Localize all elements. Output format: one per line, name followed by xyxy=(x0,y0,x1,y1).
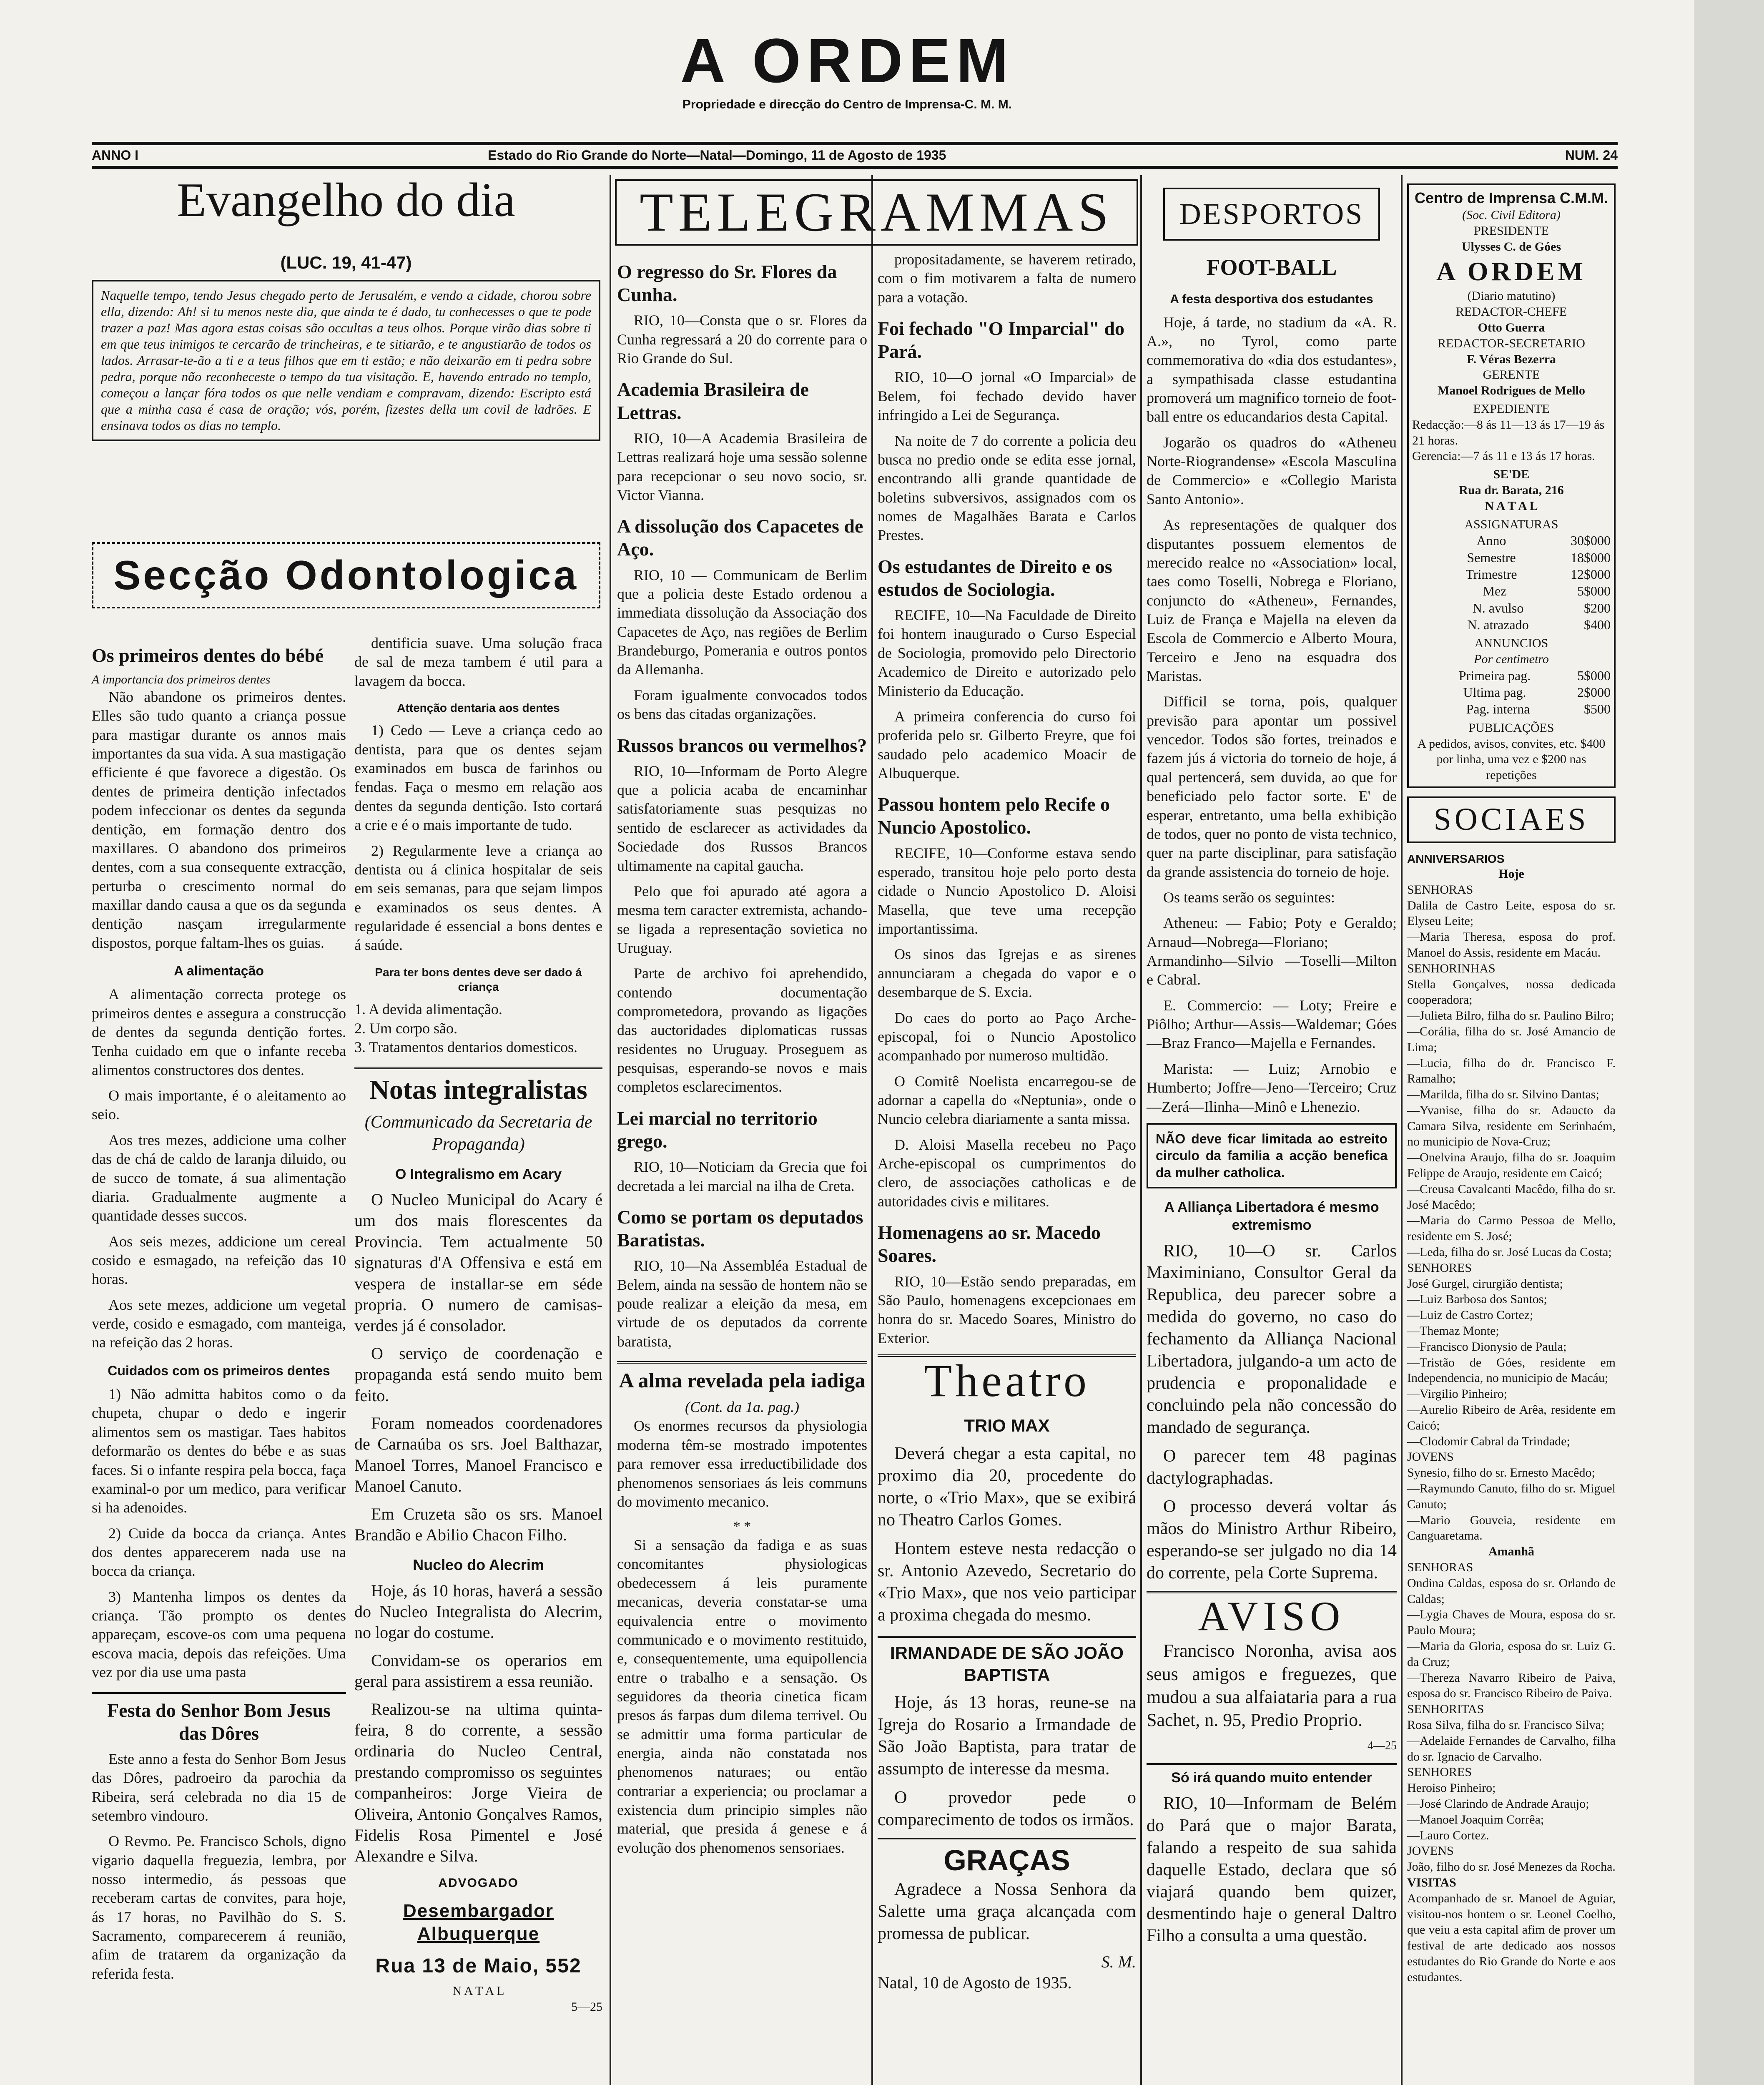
ordem-title: A ORDEM xyxy=(1436,256,1586,286)
price-label: Mez xyxy=(1483,583,1507,599)
alimentacao-paragraph: O mais importante, é o aleitamento ao seio. xyxy=(92,1087,346,1123)
social-item: —Manoel Joaquim Corrêa; xyxy=(1407,1812,1544,1826)
team-lineup: Atheneu: — Fabio; Poty e Geraldo; Arnaud—Nobrega—Floriano; Armandinho—Silvio —Toselli—Milton e Cabral. xyxy=(1147,914,1397,988)
sede-address: Rua dr. Barata, 216 xyxy=(1459,483,1564,497)
list-item: 1. A devida alimentação. xyxy=(354,1001,502,1018)
price-label: Ultima pag. xyxy=(1463,685,1526,700)
evangelho-text: Naquelle tempo, tendo Jesus chegado perto de Jerusalém, e vendo a cidade, chorou sobre ella, dizendo: Ah! si tu menos neste dia, que ainda te é dado, tu conhecesses o que te pode trazer a paz! Mas agora estas coisas são occultas a teus olhos. Porque virão dias sobre ti em que teus inimigos te cercarão de trincheiras, e te sitiarão, e te angustiarão de todos os lados. Arrasar-te-ão a ti e a teus filhos que em ti estão; e não deixarão em ti pedra sobre pedra, porque não reconheceste o tempo da tua visitação. E, havendo entrado no templo, começou a lançar fóra todos os que nelle vendiam e compravam, dizendo: Escripto está que a minha casa é casa de oração; vós, porém, fizestes della um covil de ladrões. E ensinava todos os dias no templo. xyxy=(92,280,600,441)
advogado-address: Rua 13 de Maio, 552 xyxy=(375,1955,582,1977)
social-item: José Gurgel, cirurgião dentista; xyxy=(1407,1276,1563,1291)
social-item: —Clodomir Cabral da Trindade; xyxy=(1407,1434,1570,1448)
festa-paragraph: O Revmo. Pe. Francisco Schols, digno vigario daquella freguezia, lembra, por nosso intermedio, ás pessoas que receberam cartas de convites, para hoje, ás 17 horas, no Pavilhão do S. S. Sacramento, comparecerem á reunião, afim de tratarem da organização da referida festa. xyxy=(92,1833,346,1982)
price-value: $400 xyxy=(1584,617,1611,632)
alianca-title: A Alliança Libertadora é mesmo extremismo xyxy=(1164,1199,1379,1233)
dateline-bar xyxy=(92,142,1618,169)
telegram-paragraph: RIO, 10—Noticiam da Grecia que foi decretada a lei marcial na ilha de Creta. xyxy=(617,1158,867,1194)
price-row xyxy=(1412,532,1611,549)
social-item: —Thereza Navarro Ribeiro de Paiva, esposa do sr. Francisco Ribeiro de Paiva. xyxy=(1407,1671,1616,1701)
social-item: —Tristão de Góes, residente em Independencia, no municipio de Macáu; xyxy=(1407,1355,1616,1385)
alianca-paragraph: O processo deverá voltar ás mãos do Ministro Arthur Ribeiro, esperando-se ser julgado no dia 14 do corrente, pela Corte Suprema. xyxy=(1147,1497,1397,1583)
assinaturas-label: ASSIGNATURAS xyxy=(1464,517,1558,531)
column-5 xyxy=(1147,179,1397,2085)
notas-paragraph: Convidam-se os operarios em geral para assistirem a essa reunião. xyxy=(354,1650,602,1691)
price-value: $200 xyxy=(1584,600,1611,615)
social-item: Stella Gonçalves, nossa dedicada cooperadora; xyxy=(1407,977,1616,1007)
theatro-paragraph: Deverá chegar a esta capital, no proximo dia 20, procedente do norte, o «Trio Max», que se exibirá no Theatro Carlos Gomes. xyxy=(878,1444,1136,1530)
column-rule xyxy=(1401,175,1403,2085)
notas-paragraph: Hoje, ás 10 horas, haverá a sessão do Nucleo Integralista do Alecrim, no logar do costume. xyxy=(354,1581,602,1642)
price-value: 5$000 xyxy=(1577,668,1611,683)
telegrammas-title: TELEGRAMMAS xyxy=(615,179,1138,246)
irmandade-paragraph: O provedor pede o comparecimento de todos os irmãos. xyxy=(878,1788,1136,1829)
desportos-paragraph: Jogarão os quadros do «Atheneu Norte-Riograndense» «Escola Masculina de Commercio» e «Collegio Marista Santo Antonio». xyxy=(1147,434,1397,507)
social-item: —Maria da Gloria, esposa do sr. Luiz G. da Cruz; xyxy=(1407,1639,1616,1669)
telegram-heading: Os estudantes de Direito e os estudos de Sociologia. xyxy=(878,555,1112,600)
annuncios-subtitle: Por centimetro xyxy=(1474,652,1549,666)
column-6 xyxy=(1407,179,1616,2085)
presidente-name: Ulysses C. de Góes xyxy=(1461,239,1561,254)
so-ira-title: Só irá quando muito entender xyxy=(1147,1763,1397,1787)
social-item: —Maria do Carmo Pessoa de Mello, residente em S. José; xyxy=(1407,1213,1616,1243)
theatro-subtitle: TRIO MAX xyxy=(964,1416,1050,1436)
social-group-label: JOVENS xyxy=(1407,1450,1454,1464)
alimentacao-paragraph: A alimentação correcta protege os primeiros dentes e assegura a construcção de dentes da segunda dentição fortes. Tenha cuidado em que o infante receba alimentos constructores dos dentes. xyxy=(92,986,346,1078)
amanha-label: Amanhã xyxy=(1488,1545,1535,1559)
newspaper-subtitle: Propriedade e direcção do Centro de Imprensa-C. M. M. xyxy=(682,98,1012,111)
price-value: $500 xyxy=(1584,701,1611,717)
price-value: 2$000 xyxy=(1577,685,1611,700)
alimentacao-paragraph: Aos seis mezes, addicione um cereal cosido e esmagado, na refeição das 10 horas. xyxy=(92,1233,346,1288)
social-group-label: JOVENS xyxy=(1407,1844,1454,1858)
telegram-heading: Foi fechado "O Imparcial" do Pará. xyxy=(878,318,1125,362)
alma-subtitle: (Cont. da 1a. pag.) xyxy=(685,1399,799,1416)
price-label: Semestre xyxy=(1467,550,1516,565)
social-list xyxy=(1407,1465,1616,1544)
social-item: Dalila de Castro Leite, esposa do sr. Elyseu Leite; xyxy=(1407,898,1616,928)
telegram-paragraph: RIO, 10—A Academia Brasileira de Lettras realizará hoje uma sessão solenne para recepcionar o seu novo socio, sr. Victor Vianna. xyxy=(617,430,867,503)
telegram-paragraph: RIO, 10—O jornal «O Imparcial» de Belem, foi fechado devido haver infringido a Lei de Segurança. xyxy=(878,369,1136,424)
festa-paragraph: Este anno a festa do Senhor Bom Jesus das Dôres, padroeiro da parochia da Ribeira, será celebrada no dia 15 de setembro vindouro. xyxy=(92,1750,346,1824)
social-list xyxy=(1407,1575,1616,1701)
price-label: N. avulso xyxy=(1472,600,1524,615)
price-row xyxy=(1412,549,1611,566)
notas-heading: O Integralismo em Acary xyxy=(395,1166,562,1183)
social-item: —Virgilio Pinheiro; xyxy=(1407,1387,1508,1401)
alianca-paragraph: O parecer tem 48 paginas dactylographadas. xyxy=(1147,1446,1397,1488)
expediente-label: EXPEDIENTE xyxy=(1473,402,1550,416)
so-ira-paragraph: RIO, 10—Informam de Belém do Pará que o major Barata, falando a respeito de sua sahida daquelle Estado, declara que só viajará quando bem quizer, desmentindo haje o general Daltro Filho a consulta a uma questão. xyxy=(1147,1794,1397,1946)
social-item: Heroiso Pinheiro; xyxy=(1407,1781,1496,1795)
social-list xyxy=(1407,1859,1616,1875)
social-item: —Leda, filha do sr. José Lucas da Costa; xyxy=(1407,1245,1612,1259)
price-row xyxy=(1412,701,1611,717)
date-place: Estado do Rio Grande do Norte—Natal—Domingo, 11 de Agosto de 1935 xyxy=(488,148,946,163)
list-item: 2. Um corpo são. xyxy=(354,1020,457,1037)
price-row xyxy=(1412,566,1611,583)
centro-subtitle: (Soc. Civil Editora) xyxy=(1462,208,1561,222)
assinaturas-table xyxy=(1412,532,1611,633)
social-item: —Yvanise, filha do sr. Adaucto da Camara Silva, residente em Serinhaém, no municipio de Nova-Cruz; xyxy=(1407,1103,1616,1149)
hoje-label: Hoje xyxy=(1498,867,1524,881)
column-4 xyxy=(878,250,1136,2085)
seccao-header xyxy=(92,538,600,621)
redactor-chefe-name: Otto Guerra xyxy=(1478,320,1545,334)
football-title: FOOT-BALL xyxy=(1206,254,1337,280)
team-lineup: E. Commercio: — Loty; Freire e Piôlho; Arthur—Assis—Waldemar; Góes—Braz Franco—Majella e Fernandes. xyxy=(1147,997,1397,1052)
sede-city: N A T A L xyxy=(1485,499,1538,513)
expediente-hours: Redacção:—8 ás 11—13 ás 17—19 ás 21 horas. xyxy=(1412,417,1605,447)
notas-paragraph: Foram nomeados coordenadores de Carnaúba os srs. Joel Balthazar, Manoel Torres, Manoel Francisco e Manoel Canuto. xyxy=(354,1414,602,1496)
notas-title: Notas integralistas xyxy=(354,1067,602,1106)
alma-paragraph: Si a sensação da fadiga e as suas concomitantes physiologicas obedecessem á leis puramente mecanicas, deveria constatar-se uma equivalencia entre o movimento communicado e o movimento restituido, e, consequentemente, uma equipollencia entre o trabalho e a sensação. Os seguidores da theoria cinetica ficam presos ás farpas dum dilema terrivel. Ou se admittir uma forma particular de energia, ainda não constatada nos phenomenos naturaes; ou então contrariar a experiencia; ou proclamar a existencia dum principio simples não material, que presida á genese e á evolução dos phenomenos sensoriaes. xyxy=(617,1537,867,1856)
telegram-heading: Como se portam os deputados Baratistas. xyxy=(617,1206,863,1251)
social-list xyxy=(1407,1276,1616,1449)
cuidados-title: Cuidados com os primeiros dentes xyxy=(108,1363,330,1378)
social-item: —Creusa Cavalcanti Macêdo, filha do sr. José Macêdo; xyxy=(1407,1182,1616,1212)
social-item: Synesio, filho do sr. Ernesto Macêdo; xyxy=(1407,1466,1595,1480)
presidente-label: PRESIDENTE xyxy=(1474,224,1549,238)
social-item: —Marilda, filha do sr. Silvino Dantas; xyxy=(1407,1088,1599,1102)
social-item: —Luiz de Castro Cortez; xyxy=(1407,1308,1533,1322)
price-label: N. atrazado xyxy=(1467,617,1529,632)
telegram-heading: Homenagens ao sr. Macedo Soares. xyxy=(878,1222,1101,1266)
social-item: —Lauro Cortez. xyxy=(1407,1828,1489,1842)
advogado-city: N A T A L xyxy=(452,1984,504,1998)
anniversarios-label: ANNIVERSARIOS xyxy=(1407,852,1505,865)
price-label: Primeira pag. xyxy=(1458,668,1531,683)
expediente-hours: Gerencia:—7 ás 11 e 13 ás 17 horas. xyxy=(1412,449,1595,463)
price-row xyxy=(1412,684,1611,701)
desportos-paragraph: Hoje, á tarde, no stadium da «A. R. A.», no Tyrol, como parte commemorativa do «dia dos estudantes», a sympathisada classe estudantina promoverá um magnifico torneio de foot-ball entre os educandarios desta Capital. xyxy=(1147,314,1397,425)
dentes-subtitle: A importancia dos primeiros dentes xyxy=(92,673,271,687)
publicacoes-text: A pedidos, avisos, convites, etc. $400 por linha, uma vez e $200 nas repetições xyxy=(1417,736,1606,782)
desportos-paragraph: Difficil se torna, pois, qualquer previsão para apontar um possivel vencedor. Todos são fortes, treinados e fazem jús á victoria do torneio de hoje, á qual pertencerá, sem duvida, ao que for beneficiado pelo factor sorte. E' de esperar, entretanto, uma bella exhibição de todos, quer no ponto de vista technico, quer na parte disciplinar, para satisfação da grande assistencia do torneio de hoje. xyxy=(1147,693,1397,880)
publicacoes-label: PUBLICAÇÕES xyxy=(1468,721,1554,735)
price-row xyxy=(1412,583,1611,599)
social-group-label: SENHORES xyxy=(1407,1765,1472,1779)
masthead xyxy=(0,25,1694,112)
social-item: João, filho do sr. José Menezes da Rocha. xyxy=(1407,1860,1616,1874)
column-2 xyxy=(354,634,602,2085)
irmandade-paragraph: Hoje, ás 13 horas, reune-se na Igreja do Rosario a Irmandade de São João Baptista, para tratar de assumpto de interesse da mesma. xyxy=(878,1693,1136,1779)
telegram-paragraph: Os sinos das Igrejas e as sirenes annunciaram a chegada do vapor e o desembarque de S. Excia. xyxy=(878,946,1136,1001)
visitas-label: VISITAS xyxy=(1407,1875,1456,1889)
telegram-heading: Russos brancos ou vermelhos? xyxy=(617,734,867,756)
price-value: 18$000 xyxy=(1571,550,1611,565)
redactor-secretario-name: F. Véras Bezerra xyxy=(1466,352,1556,366)
telegram-heading: Passou hontem pelo Recife o Nuncio Apostolico. xyxy=(878,794,1110,838)
social-item: —Lucia, filha do dr. Francisco F. Ramalho; xyxy=(1407,1056,1616,1086)
desportos-paragraph: Os teams serão os seguintes: xyxy=(1163,889,1335,906)
telegram-paragraph: RIO, 10 — Communicam de Berlim que a policia deste Estado ordenou a immediata dissolução da Associação dos Capacetes de Aço, nas regiões de Berlim Brandeburgo, Pomerania e outros pontos da Allemanha. xyxy=(617,566,867,678)
team-lineup: Marista: — Luiz; Arnobio e Humberto; Joffre—Jeno—Terceiro; Cruz—Zerá—Ilinha—Minô e Lhenezio. xyxy=(1147,1060,1397,1115)
price-label: Anno xyxy=(1476,533,1506,548)
gerente-name: Manoel Rodrigues de Mello xyxy=(1437,384,1586,398)
atencao-paragraph: 1) Cedo — Leve a criança cedo ao dentista, para que os dentes sejam examinados em busca de farinhos ou fendas. Faça o mesmo em relação aos dentes da segunda dentição. Isto cortará a crie e é o mais importante de tudo. xyxy=(354,722,602,834)
cuidados-paragraph: 3) Mantenha limpos os dentes da criança. Tão prompto os dentes appareçam, escove-os com uma pequena escova macia, depois das refeições. Uma vez por dia use uma pasta xyxy=(92,1588,346,1681)
annuncios-label: ANNUNCIOS xyxy=(1474,636,1548,651)
cuidados-paragraph: 2) Cuide da bocca da criança. Antes dos dentes apparecerem nada use na bocca da criança. xyxy=(92,1525,346,1580)
alimentacao-paragraph: Aos sete mezes, addicione um vegetal verde, cosido e esmagado, com manteiga, na refeição das 2 horas. xyxy=(92,1296,346,1351)
social-item: —Luiz Barbosa dos Santos; xyxy=(1407,1292,1547,1306)
telegram-heading: A dissolução dos Capacetes de Aço. xyxy=(617,515,863,560)
social-item: Ondina Caldas, esposa do sr. Orlando de Caldas; xyxy=(1407,1576,1616,1606)
social-list xyxy=(1407,977,1616,1260)
telegram-paragraph: RIO, 10—Estão sendo preparadas, em São Paulo, homenagens excepcionaes em honra do sr. Macedo Soares, Ministro do Exterior. xyxy=(878,1273,1136,1346)
social-item: —José Clarindo de Andrade Araujo; xyxy=(1407,1796,1589,1811)
notas-paragraph: O Nucleo Municipal do Acary é um dos mais florescentes da Provincia. Tem actualmente 50 signaturas d'A Offensiva e está em vespera de installar-se em séde propria. O numero de camisas-verdes já é consolador. xyxy=(354,1190,602,1335)
sede-label: SE'DE xyxy=(1493,467,1530,482)
social-item: —Francisco Dionysio de Paula; xyxy=(1407,1339,1567,1354)
alianca-paragraph: RIO, 10—O sr. Carlos Maximiniano, Consultor Geral da Republica, deu parecer sobre a medida do governo, no caso do fechamento da Alliança Nacional Libertadora, julgando-a um acto de prudencia e proponalidade e concluindo pela não concessão do mandado de segurança. xyxy=(1147,1241,1397,1437)
social-group-label: SENHORITAS xyxy=(1407,1702,1484,1716)
alma-paragraph: Os enormes recursos da physiologia moderna têm-se mostrado impotentes para remover essa irreductibilidade dos phenomenos sensoriaes ás leis communs do movimento mecanico. xyxy=(617,1417,867,1510)
social-list xyxy=(1407,898,1616,961)
social-item: —Lygia Chaves de Moura, esposa do sr. Paulo Moura; xyxy=(1407,1608,1616,1638)
social-item: —Maria Theresa, esposa do prof. Manoel do Assis, residente em Macáu. xyxy=(1407,930,1616,960)
column-rule xyxy=(1140,175,1142,2085)
telegram-paragraph: Do caes do porto ao Paço Arche-episcopal, foi o Nuncio Apostolico acompanhado por numeroso multidão. xyxy=(878,1009,1136,1064)
social-list xyxy=(1407,1780,1616,1843)
telegram-heading: Academia Brasileira de Lettras. xyxy=(617,379,809,423)
notas-paragraph: Realizou-se na ultima quinta-feira, 8 do corrente, a sessão ordinaria do Nucleo Central, prestando compromisso os seguintes companheiros: Jorge Vieira de Oliveira, Antonio Gonçalves Ramos, Fidelis Rosa Pimentel e José Alexandre e Silva. xyxy=(354,1699,602,1866)
telegram-paragraph: RIO, 10—Consta que o sr. Flores da Cunha regressará a 20 do corrente para o Rio Grande do Sul. xyxy=(617,312,867,367)
telegram-paragraph: RECIFE, 10—Na Faculdade de Direito foi hontem inaugurado o Curso Especial de Sociologia, promovido pelo Directorio Academico de Direito e autorizado pelo Ministerio da Educação. xyxy=(878,607,1136,699)
desportos-paragraph: As representações de qualquer dos disputantes possuem elementos de merecido realce no «Association» local, taes como Toselli, Nobrega e Floriano, conjuncto do «Atheneu», Fernandes, Luiz de França e Majella na eleven da Escola de Commercio e Alberto Moura, Terceiro e Jeno na esquadra dos Maristas. xyxy=(1147,516,1397,685)
column-3 xyxy=(617,250,867,2085)
social-item: —Aurelio Ribeiro de Arêa, residente em Caicó; xyxy=(1407,1403,1616,1432)
telegram-paragraph: propositadamente, se haverem retirado, com o fim motivarem a falta de numero para a votação. xyxy=(878,251,1136,306)
dentes-continuation: dentificia suave. Uma solução fraca de sal de meza tambem é util para a lavagem da bocca. xyxy=(354,635,602,689)
gracas-signature: S. M. xyxy=(1101,1952,1136,1971)
telegram-paragraph: Na noite de 7 do corrente a policia deu busca no predio onde se edita esse jornal, encontrando alli grande quantidade de boletins subversivos, assignados com os nomes de Magalhães Barata e Carlos Prestes. xyxy=(878,432,1136,544)
notas-paragraph: O serviço de coordenação e propaganda está sendo muito bem feito. xyxy=(354,1344,602,1405)
notas-paragraph: Em Cruzeta são os srs. Manoel Brandão e Abilio Chacon Filho. xyxy=(354,1504,602,1544)
social-group-label: SENHORINHAS xyxy=(1407,961,1496,975)
social-item: —Corália, filha do sr. José Amancio de Lima; xyxy=(1407,1024,1616,1054)
alma-title: A alma revelada pela iadiga xyxy=(617,1361,867,1393)
telegram-paragraph: RIO, 10—Na Assembléa Estadual de Belem, ainda na sessão de hontem não se poude realizar a eleição da mesa, em virtude de os deputados da corrente baratista, xyxy=(617,1257,867,1350)
dentes-title: Os primeiros dentes do bébé xyxy=(92,645,324,666)
social-group-label: SENHORAS xyxy=(1407,882,1473,897)
telegrammas-banner xyxy=(615,179,1138,246)
separator-asterisks: * * xyxy=(733,1519,751,1535)
ordem-subtitle: (Diario matutino) xyxy=(1467,289,1556,303)
redactor-chefe-label: REDACTOR-CHEFE xyxy=(1455,305,1567,319)
price-row xyxy=(1412,600,1611,616)
column-rule xyxy=(871,175,873,2085)
telegram-heading: O regresso do Sr. Flores da Cunha. xyxy=(617,261,837,306)
price-value: 12$000 xyxy=(1571,566,1611,582)
social-group-label: SENHORES xyxy=(1407,1261,1472,1275)
price-value: 30$000 xyxy=(1571,533,1611,548)
issue-number: NUM. 24 xyxy=(1565,148,1618,163)
annuncios-table xyxy=(1412,667,1611,718)
social-item: —Mario Gouveia, residente em Canguaretama. xyxy=(1407,1513,1616,1543)
alimentacao-title: A alimentação xyxy=(174,963,264,979)
aviso-ref: 4—25 xyxy=(1368,1739,1397,1752)
desportos-title: DESPORTOS xyxy=(1163,188,1380,241)
visitas-text: Acompanhado de sr. Manoel de Aguiar, visitou-nos hontem o sr. Leonel Coelho, que veiu a esta capital afim de prover um festival de arte dedicado aos nossos estudantes do Rio Grande do Norte e aos estudantes. xyxy=(1407,1891,1616,1984)
atencao-title: Attenção dentaria aos dentes xyxy=(397,701,560,715)
price-value: 5$000 xyxy=(1577,583,1611,599)
social-item: —Adelaide Fernandes de Carvalho, filha do sr. Ignacio de Carvalho. xyxy=(1407,1733,1616,1763)
advogado-name: Desembargador Albuquerque xyxy=(403,1900,554,1944)
sociaes-title: SOCIAES xyxy=(1407,796,1616,843)
list-item: 3. Tratamentos dentarios domesticos. xyxy=(354,1038,577,1055)
advogado-label: ADVOGADO xyxy=(438,1876,519,1890)
aviso-title: AVISO xyxy=(1147,1591,1397,1639)
theatro-paragraph: Hontem esteve nesta redacção o sr. Antonio Azevedo, Secretario do «Trio Max», que nos veio participar a proxima chegada do mesmo. xyxy=(878,1539,1136,1625)
price-label: Trimestre xyxy=(1465,566,1517,582)
theatro-title: Theatro xyxy=(878,1354,1136,1405)
gerente-label: GERENTE xyxy=(1483,368,1540,382)
advogado-ref: 5—25 xyxy=(571,2000,602,2014)
price-row xyxy=(1412,616,1611,633)
seccao-title: Secção Odontologica xyxy=(92,542,600,608)
telegram-heading: Lei marcial no territorio grego. xyxy=(617,1107,818,1152)
gracas-paragraph: Agradece a Nossa Senhora da Salette uma graça alcançada com promessa de publicar. xyxy=(878,1880,1136,1943)
cuidados-paragraph: 1) Não admitta habitos como o da chupeta, chupar o dedo e ingerir alimentos sem os mastigar. Taes habitos deformarão os dentes do bébe e as suas faces. Si o infante respira pela bocca, faça examinal-o por um medico, para verificar si ha adenoides. xyxy=(92,1386,346,1516)
odontologia-col-a xyxy=(92,634,346,2085)
bons-dentes-list xyxy=(354,1000,602,1057)
centro-title: Centro de Imprensa C.M.M. xyxy=(1414,189,1608,206)
social-list xyxy=(1407,1717,1616,1764)
social-item: —Julieta Bilro, filha do sr. Paulino Bilro; xyxy=(1407,1009,1614,1023)
aviso-paragraph: Francisco Noronha, avisa aos seus amigos e freguezes, que mudou a sua alfaiataria para a rua Sachet, n. 95, Predio Proprio. xyxy=(1147,1640,1397,1731)
alimentacao-paragraph: Aos tres mezes, addicione uma colher das de chá de caldo de laranja diluido, ou de succo de tomate, á sua alimentação diaria. Gradualmente augmente a quantidade desses succos. xyxy=(92,1131,346,1224)
telegram-paragraph: RECIFE, 10—Conforme estava sendo esperado, transitou hoje pelo porto desta cidade o Nuncio Apostolico D. Aloisi Masella, que teve uma recepção importantissima. xyxy=(878,844,1136,937)
issue-year: ANNO I xyxy=(92,148,138,163)
column-rule xyxy=(610,175,611,2085)
redactor-secretario-label: REDACTOR-SECRETARIO xyxy=(1438,336,1585,350)
telegram-paragraph: Parte de archivo foi aprehendido, contendo documentação comprometedora, provando as ligações das auctoridades diplomaticas russas residentes no Uruguay. Proseguem as pesquisas, esperando-se novos e mais completos esclarecimentos. xyxy=(617,965,867,1095)
notas-subtitle: (Communicado da Secretaria de Propaganda) xyxy=(364,1113,592,1154)
social-item: —Onelvina Araujo, filha do sr. Joaquim Felippe de Araujo, residente em Caicó; xyxy=(1407,1151,1616,1181)
nao-deve-notice: NÃO deve ficar limitada ao estreito circulo da familia a acção benefica da mulher catholica. xyxy=(1147,1123,1397,1188)
telegram-paragraph: Pelo que foi apurado até agora a mesma tem caracter extremista, achando-se ligada a representação sovietica no Uruguay. xyxy=(617,882,867,956)
social-item: —Raymundo Canuto, filho do sr. Miguel Canuto; xyxy=(1407,1482,1616,1511)
price-row xyxy=(1412,667,1611,684)
irmandade-title: IRMANDADE DE SÃO JOÃO BAPTISTA xyxy=(878,1636,1136,1686)
gracas-date: Natal, 10 de Agosto de 1935. xyxy=(878,1973,1072,1992)
telegram-paragraph: D. Aloisi Masella recebeu no Paço Arche-episcopal os cumprimentos do clero, de associações catholicas e de autoridades civis e militares. xyxy=(878,1136,1136,1210)
telegram-paragraph: A primeira conferencia do curso foi proferida pelo sr. Gilberto Freyre, que foi saudado pelo academico Moacir de Albuquerque. xyxy=(878,708,1136,781)
social-item: Rosa Silva, filha do sr. Francisco Silva; xyxy=(1407,1718,1605,1732)
evangelho-ref: (LUC. 19, 41-47) xyxy=(280,253,412,272)
price-label: Pag. interna xyxy=(1466,701,1530,717)
newspaper-title: A ORDEM xyxy=(680,25,1014,95)
social-group-label: SENHORAS xyxy=(1407,1560,1473,1574)
gracas-title: GRAÇAS xyxy=(878,1838,1136,1879)
bons-dentes-title: Para ter bons dentes deve ser dado á criança xyxy=(375,965,582,993)
evangelho-block xyxy=(92,242,600,555)
telegram-paragraph: Foram igualmente convocados todos os bens das citadas organizações. xyxy=(617,686,867,723)
telegram-paragraph: O Comitê Noelista encarregou-se de adornar a capella do «Neptunia», onde o Nuncio celebra diariamente a santa missa. xyxy=(878,1073,1136,1128)
social-item: —Themaz Monte; xyxy=(1407,1324,1499,1338)
festa-desportiva-title: A festa desportiva dos estudantes xyxy=(1170,292,1373,306)
notas-heading: Nucleo do Alecrim xyxy=(413,1556,544,1574)
atencao-paragraph: 2) Regularmente leve a criança ao dentista ou á clinica hospitalar de seis em seis semanas, para que sejam limpos e examinados os seus dentes. A regularidade é essencial a bons dentes e á saúde. xyxy=(354,842,602,954)
telegram-paragraph: RIO, 10—Informam de Porto Alegre que a policia acaba de encaminhar satisfatoriamente suas pesquizas no sentido de esclarecer as actividades da Sociedade dos Russos Brancos ultimamente na capital gaucha. xyxy=(617,762,867,874)
evangelho-title: Evangelho do dia xyxy=(177,173,515,227)
dentes-paragraph: Não abandone os primeiros dentes. Elles são tudo quanto a criança possue para mastigar durante os annos mais importantes da sua vida. A sua mastigação efficiente é que favorece a digestão. Os dentes de primeira dentição infectados podem infeccionar os dentes da segunda dentição, em formação dentro dos maxillares. O abandono dos primeiros dentes, com a sua consequente extracção, perturba o crescimento normal do maxillar dando causa a que os da segunda dentição nasçam irregularmente dispostos, porque faltam-lhes os guias. xyxy=(92,688,346,951)
expediente-box xyxy=(1407,183,1616,788)
festa-title: Festa do Senhor Bom Jesus das Dôres xyxy=(92,1692,346,1745)
